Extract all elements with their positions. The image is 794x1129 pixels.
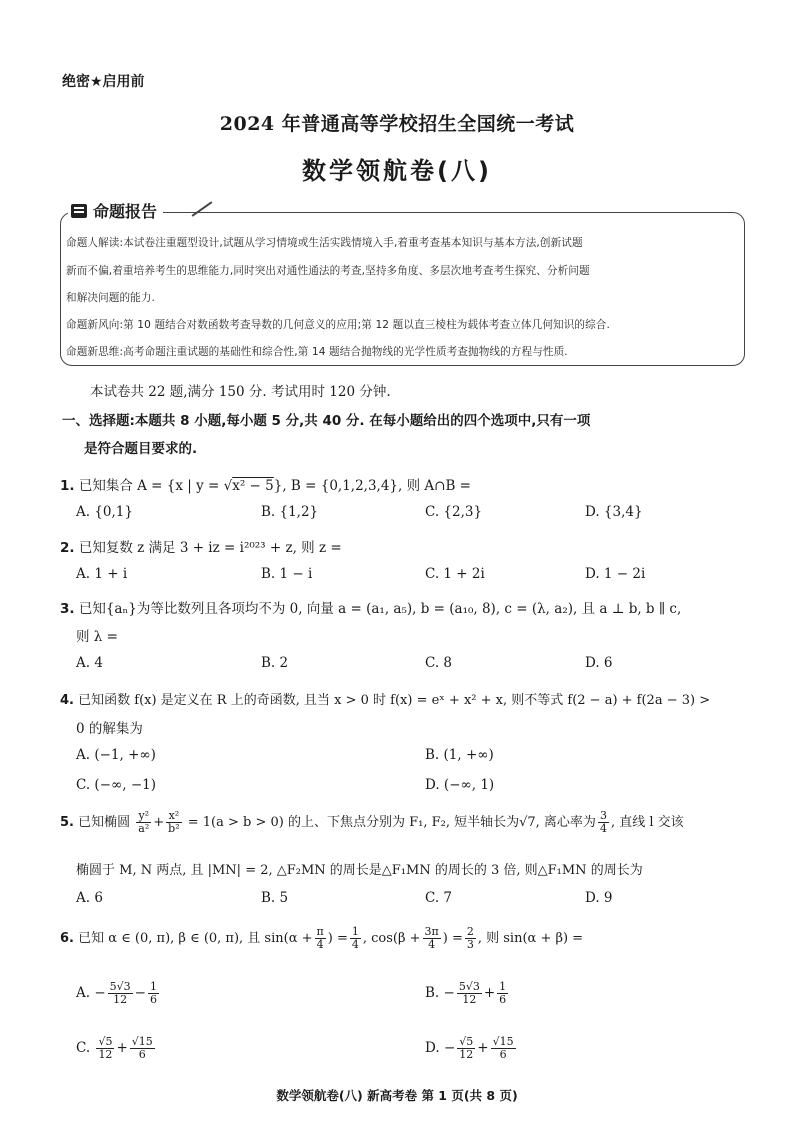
option-label: D.: [425, 1040, 440, 1056]
q6-option-a: [76, 981, 161, 1006]
report-interpretation-line2: 新而不偏,着重培养考生的思维能力,同时突出对通性通法的考查,坚持多角度、多层次地考查考生探究、分析问题: [66, 265, 590, 277]
numerator: 3: [599, 809, 607, 822]
fraction: [457, 981, 482, 1006]
fraction: [423, 926, 441, 951]
question-text: 已知{aₙ}为等比数列且各项均不为 0, 向量 a = (a₁, a₅), b = (a₁₀, 8), c = (λ, a₂), 且 a ⊥ b, b ∥ c,: [78, 601, 682, 617]
question-text: = 1(a > b > 0) 的上、下焦点分别为 F₁, F₂, 短半轴长为√7, 离心率为: [187, 815, 596, 830]
sign: −: [94, 985, 106, 1001]
confidential-mark: 绝密★启用前: [62, 74, 145, 90]
radicand: x² − 5: [232, 478, 274, 494]
q3-option-c: C. 8: [425, 655, 453, 671]
q5-option-d: D. 9: [585, 890, 613, 906]
question-number: 6.: [60, 931, 74, 946]
question-4: [60, 689, 710, 708]
numerator: 3π: [424, 925, 439, 938]
question-text: , 直线 l 交该: [610, 815, 684, 830]
report-new-trend: 命题新风向:第 10 题结合对数函数考查导数的几何意义的应用;第 12 题以直三棱柱为载体考查立体几何知识的综合.: [66, 319, 610, 331]
fraction: [491, 1036, 516, 1061]
operator: +: [483, 985, 496, 1001]
q3-option-d: D. 6: [585, 655, 613, 671]
q6-option-d: [425, 1036, 518, 1061]
q2-option-c: C. 1 + 2i: [425, 566, 485, 582]
numerator: π: [316, 925, 324, 938]
question-3-cont: 则 λ =: [76, 629, 118, 645]
question-number: 3.: [60, 601, 75, 617]
denominator: 6: [499, 1048, 507, 1061]
q3-option-a: A. 4: [76, 655, 103, 671]
fraction: [465, 926, 476, 951]
fraction: [350, 926, 361, 951]
numerator: 1: [351, 925, 359, 938]
fraction: [497, 981, 508, 1006]
question-text: , 则 sin(α + β) =: [477, 931, 584, 946]
q1-option-d: D. {3,4}: [585, 504, 643, 520]
denominator: 6: [149, 993, 157, 1006]
question-1: [60, 474, 471, 494]
exam-intro: 本试卷共 22 题,满分 150 分. 考试用时 120 分钟.: [90, 384, 391, 400]
fraction: [108, 981, 133, 1006]
q3-option-b: B. 2: [261, 655, 289, 671]
q4-option-c: C. (−∞, −1): [76, 777, 157, 793]
question-number: 5.: [60, 815, 74, 830]
q1-option-b: B. {1,2}: [261, 504, 319, 520]
paper-subtitle: 数学领航卷(八): [302, 157, 492, 185]
denominator: 4: [351, 938, 359, 951]
denominator: 4: [599, 822, 607, 835]
denominator: 4: [428, 938, 436, 951]
exam-title: 2024 年普通高等学校招生全国统一考试: [219, 113, 575, 135]
numerator: 1: [499, 980, 507, 993]
operator: +: [153, 815, 165, 830]
fraction: [166, 810, 181, 835]
question-text: 已知复数 z 满足 3 + iz = i²⁰²³ + z, 则 z =: [78, 540, 342, 556]
q5-option-b: B. 5: [261, 890, 289, 906]
q2-option-d: D. 1 − 2i: [585, 566, 646, 582]
question-number: 2.: [60, 540, 75, 556]
q2-option-a: A. 1 + i: [76, 566, 128, 582]
q1-option-c: C. {2,3}: [425, 504, 483, 520]
question-6: [60, 926, 583, 951]
q4-option-d: D. (−∞, 1): [425, 777, 495, 793]
option-label: B.: [425, 985, 440, 1001]
question-text: }, B = {0,1,2,3,4}, 则 A∩B =: [273, 478, 471, 494]
report-new-thinking: 命题新思维:高考命题注重试题的基础性和综合性,第 14 题结合抛物线的光学性质考查抛物线的方程与性质.: [66, 346, 568, 358]
fraction: [457, 1036, 475, 1061]
denominator: b²: [168, 822, 180, 835]
fraction: [96, 1036, 114, 1061]
q4-option-a: A. (−1, +∞): [76, 747, 156, 763]
question-3: [60, 597, 681, 617]
report-interpretation-line1: 命题人解读:本试卷注重题型设计,试题从学习情境或生活实践情境入手,着重考查基本知识与基本方法,创新试题: [66, 237, 583, 249]
question-2: [60, 536, 342, 556]
question-text: 已知椭圆: [78, 815, 131, 830]
fraction: [315, 926, 326, 951]
operator: +: [477, 1040, 489, 1056]
numerator: 5√3: [458, 980, 480, 993]
question-text: 已知 α ∈ (0, π), β ∈ (0, π), 且 sin(α +: [78, 931, 313, 946]
question-text: ) =: [327, 931, 348, 946]
q5-option-a: A. 6: [76, 890, 103, 906]
q1-option-a: A. {0,1}: [76, 504, 133, 520]
denominator: 4: [316, 938, 324, 951]
question-text: , cos(β +: [362, 931, 421, 946]
book-icon: [70, 203, 88, 219]
numerator: √5: [98, 1035, 113, 1048]
fraction: [148, 981, 159, 1006]
numerator: √5: [459, 1035, 474, 1048]
numerator: √15: [131, 1035, 153, 1048]
fraction: [598, 810, 609, 835]
numerator: 1: [149, 980, 157, 993]
q6-option-c: [76, 1036, 157, 1061]
question-5-cont: 椭圆于 M, N 两点, 且 |MN| = 2, △F₂MN 的周长是△F₁MN 的周长的 3 倍, 则△F₁MN 的周长为: [76, 863, 643, 878]
denominator: 3: [466, 938, 474, 951]
fraction: [136, 810, 151, 835]
denominator: 12: [98, 1048, 113, 1061]
numerator: y²: [136, 810, 151, 823]
section-heading: 一、选择题:本题共 8 小题,每小题 5 分,共 40 分. 在每小题给出的四个选项中,只有一项: [62, 413, 591, 429]
numerator: √15: [492, 1035, 514, 1048]
q2-option-b: B. 1 − i: [261, 566, 313, 582]
question-text: 已知函数 f(x) 是定义在 R 上的奇函数, 且当 x > 0 时 f(x) = eˣ + x² + x, 则不等式 f(2 − a) + f(2a − 3) >: [78, 693, 711, 708]
denominator: 12: [113, 993, 128, 1006]
page-footer: 数学领航卷(八) 新高考卷 第 1 页(共 8 页): [276, 1088, 518, 1103]
sign: −: [443, 985, 455, 1001]
question-5: [60, 810, 684, 835]
report-interpretation-line3: 和解决问题的能力.: [66, 292, 156, 304]
denominator: 6: [138, 1048, 146, 1061]
question-text: 已知集合 A = {x | y = √: [78, 478, 233, 494]
sign: −: [443, 1040, 456, 1056]
denominator: 12: [459, 1048, 474, 1061]
numerator: 5√3: [109, 980, 131, 993]
q6-option-b: [425, 981, 510, 1006]
denominator: 6: [499, 993, 507, 1006]
report-heading: [68, 199, 163, 222]
section-heading-cont: 是符合题目要求的.: [84, 441, 198, 457]
question-number: 4.: [60, 693, 74, 708]
operator: −: [134, 985, 146, 1001]
q5-option-c: C. 7: [425, 890, 453, 906]
denominator: a²: [138, 822, 150, 835]
report-heading-text: 命题报告: [93, 202, 158, 221]
question-number: 1.: [60, 478, 75, 494]
operator: +: [116, 1040, 128, 1056]
option-label: C.: [76, 1040, 91, 1056]
question-4-cont: 0 的解集为: [76, 721, 143, 737]
option-label: A.: [76, 985, 91, 1001]
denominator: 12: [462, 993, 477, 1006]
q4-option-b: B. (1, +∞): [425, 747, 494, 763]
numerator: x²: [166, 810, 181, 823]
fraction: [130, 1036, 155, 1061]
question-text: ) =: [442, 931, 463, 946]
numerator: 2: [466, 925, 474, 938]
